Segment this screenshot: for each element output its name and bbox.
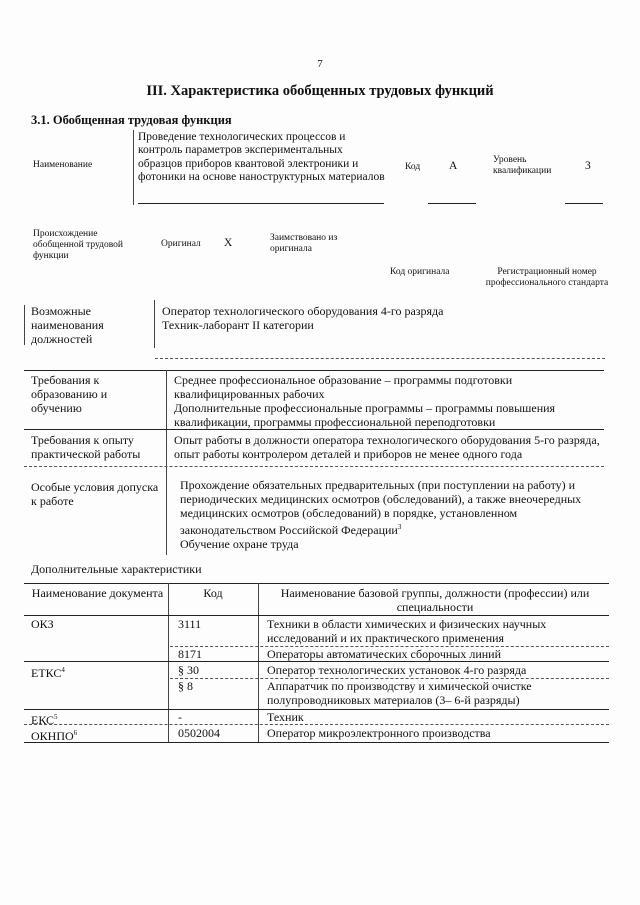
code-underline <box>428 203 476 204</box>
row-doc <box>31 663 65 680</box>
level-label: Уровень квалификации <box>493 155 552 176</box>
footnote-ref: 4 <box>61 666 65 674</box>
req-experience-value: Опыт работы в должности оператора технологического оборудования 5-го разряда, опыт работы контролером деталей и приборов не менее одного года <box>174 433 600 461</box>
req-education-label: Требования к образованию и обучению <box>31 373 108 415</box>
req-conditions-values <box>180 478 608 551</box>
req-education-item: Среднее профессиональное образование – программы подготовки квалифицированных рабочих <box>174 373 513 401</box>
code-value: А <box>449 160 458 172</box>
row-doc <box>31 726 77 743</box>
footnote-ref: 3 <box>397 523 402 531</box>
req-conditions-label: Особые условия допуска к работе <box>31 480 159 508</box>
name-underline <box>138 203 384 204</box>
positions-label: Возможные наименования должностей <box>31 304 104 346</box>
row-doc: ОКЗ <box>31 617 54 631</box>
row-code: § 8 <box>178 679 193 693</box>
borrowed-label: Заимствовано из оригинала <box>270 233 338 254</box>
row-code: 0502004 <box>178 726 220 740</box>
row-doc-text: ОКНПО <box>31 729 74 743</box>
positions-left-border <box>24 305 25 345</box>
row-line <box>24 724 609 725</box>
header-code: Код <box>203 586 223 600</box>
original-label: Оригинал <box>161 239 201 249</box>
header-bottom-line <box>24 615 609 616</box>
row-code: - <box>178 710 182 724</box>
req-conditions-item <box>180 478 608 537</box>
row-code: § 30 <box>178 663 199 677</box>
header-name: Наименование базовой группы, должности (профессии) или специальности <box>280 586 590 614</box>
req-experience-label: Требования к опыту практической работы <box>31 433 141 461</box>
function-name-value: Проведение технологических процессов и контроль параметров экспериментальных образцов приборов квантовой электроники и фотоники на основе наноструктурных материалов <box>138 131 385 184</box>
name-label: Наименование <box>33 160 93 170</box>
row-name: Операторы автоматических сборочных линий <box>267 647 502 661</box>
header-document: Наименование документа <box>31 586 164 600</box>
req-line-1 <box>24 429 604 430</box>
req-education-values <box>174 373 604 429</box>
subsection-title: 3.1. Обобщенная трудовая функция <box>31 113 232 127</box>
name-value-border <box>133 130 134 205</box>
additional-title: Дополнительные характеристики <box>31 562 202 576</box>
req-conditions-item: Обучение охране труда <box>180 537 299 551</box>
section-title: III. Характеристика обобщенных трудовых функций <box>146 83 494 99</box>
positions-values <box>162 304 602 332</box>
additional-col1-divider <box>168 583 169 743</box>
row-doc-text: ЕКС <box>31 713 55 727</box>
positions-divider <box>154 300 155 348</box>
row-name: Оператор микроэлектронного производства <box>267 726 491 740</box>
row-doc-text: ЕТКС <box>31 666 62 680</box>
page-number: 7 <box>317 58 323 70</box>
additional-top-line <box>24 583 609 584</box>
footnote-ref: 5 <box>54 713 58 721</box>
row-name: Техник <box>267 710 304 724</box>
row-name: Аппаратчик по производству и химической очистке полупроводниковых материалов (3– 6-й разряды) <box>267 679 532 707</box>
footnote-ref: 6 <box>73 729 78 737</box>
req-divider <box>166 370 167 555</box>
code-label: Код <box>405 162 421 172</box>
level-underline <box>565 203 603 204</box>
req-conditions-text: Прохождение обязательных предварительных (при поступлении на работу) и периодических медицинских осмотров (обследований), а также внеочередных медицинских осмотров (обследований) в порядке, установленном законодательством Российской Федерации <box>180 478 582 537</box>
position-item: Техник-лаборант II категории <box>162 318 314 332</box>
row-line <box>24 661 609 662</box>
row-name: Техники в области химических и физических научных исследований и их практического применения <box>267 617 547 645</box>
row-code: 8171 <box>178 647 202 661</box>
reg-number-label: Регистрационный номер профессионального стандарта <box>485 267 609 288</box>
additional-bottom-line <box>24 742 609 743</box>
row-code: 3111 <box>178 617 202 631</box>
position-item: Оператор технологического оборудования 4-го разряда <box>162 304 444 318</box>
level-value: 3 <box>585 160 591 172</box>
req-top-line <box>24 370 604 371</box>
positions-bottom-line <box>155 358 605 359</box>
code-original-label: Код оригинала <box>390 267 450 277</box>
row-name: Оператор технологических установок 4-го разряда <box>267 663 527 677</box>
original-mark: X <box>224 237 233 249</box>
origin-label: Происхождение обобщенной трудовой функции <box>33 229 123 261</box>
additional-col2-divider <box>258 583 259 743</box>
req-line-2 <box>24 466 604 467</box>
req-education-item: Дополнительные профессиональные программы – программы повышения квалификации, программы профессиональной переподготовки <box>174 401 556 429</box>
